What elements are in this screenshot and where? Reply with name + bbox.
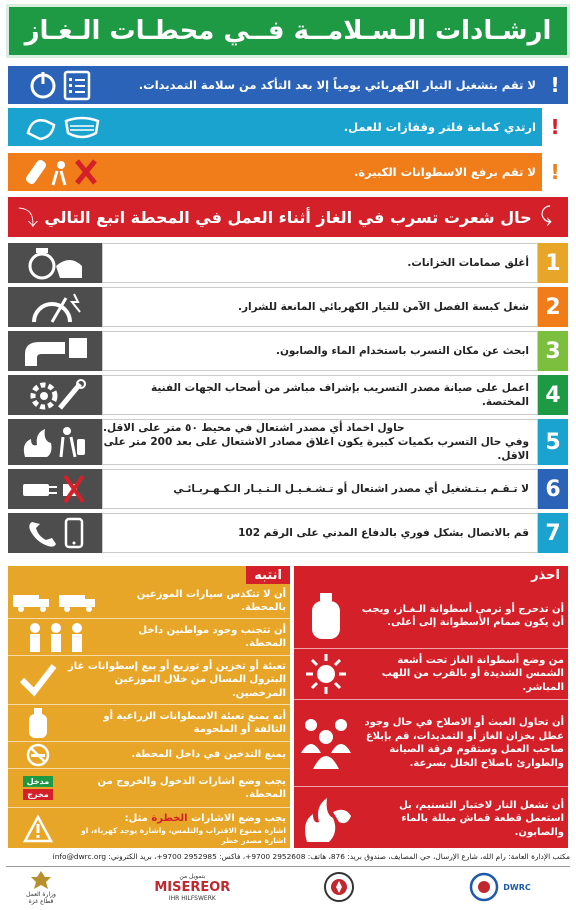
warning-icon <box>8 815 68 843</box>
entry-sign: مدخل <box>23 776 53 787</box>
rule-badge: ! <box>542 153 568 191</box>
banner-text: حال شعرت تسرب في الغاز أثناء العمل في المحطة اتبع التالي <box>44 207 532 227</box>
warn-item-text: أن تحاول العبث أو الاصلاح في حال وجود عطل بخزان الغاز أو التمديدات، قم بإبلاغ صاحب العمل وستقوم فرقة الصيانة والطوارئ باصلاح الخلل بسرعة. <box>364 717 564 769</box>
notice-item-text: يمنع التدخين في داخل المحطة. <box>131 749 286 761</box>
notice-item <box>8 656 290 705</box>
funding-label: بتمويل من <box>179 872 206 880</box>
gas-cylinder-icon <box>294 591 358 641</box>
step-number: 3 <box>538 331 568 371</box>
wrench-gear-icon <box>8 375 102 415</box>
step-text-line: وفي حال التسرب بكميات كبيرة يكون اغلاق مصادر الاشتعال على بعد 200 متر على الاقل. <box>103 435 529 463</box>
phone-icon <box>8 513 102 553</box>
step-text: ابحث عن مكان التسرب باستخدام الماء والصابون. <box>102 331 538 371</box>
page-header <box>6 4 570 58</box>
warn-item <box>294 584 568 649</box>
valve-icon <box>8 243 102 283</box>
warn-item-text: أن تدحرج أو ترمي أسطوانة الـغـاز، ويجب أن يكون صمام الأسطوانة إلى أعلى. <box>361 603 564 628</box>
dwrc-logo <box>430 872 570 902</box>
rule-text: ارتدي كمامة فلتر وقفازات للعمل. <box>116 108 542 146</box>
panel-tag: احذر <box>523 566 568 584</box>
arrow-down-icon: ⤵ <box>18 206 38 230</box>
rule-text: لا تقم بتشغيل التيار الكهربائي يومياً إلا بعد التأكد من سلامة التمديدات. <box>116 66 542 104</box>
no-lifting-icon <box>8 153 116 191</box>
ministry-name: وزارة العمل <box>26 891 56 898</box>
notice-item-text: أن تتجنب وجود مواطنين داخل المحطة. <box>138 624 286 649</box>
notice-item-text-part: مثل: <box>124 813 148 825</box>
trucks-icon <box>8 589 104 613</box>
eagle-emblem-icon <box>30 869 52 891</box>
step-text: أغلق صمامات الخزانات. <box>102 243 538 283</box>
step-text <box>102 419 538 465</box>
warn-item-text: من وضع أسطوانة الغاز تحت أشعة الشمس الشديدة أو بالقرب من اللهب المباشر. <box>381 654 564 693</box>
notice-item-text <box>68 812 290 846</box>
notice-item <box>8 584 290 619</box>
notice-item-subtext: اشارة ممنوع الاقتراب والتلمس، واشارة يوجد كهرباء، او اشارة مصدر خطر <box>81 825 286 845</box>
notice-item-text: أن لا تتكدس سيارات الموزعين بالمحطة. <box>136 588 286 613</box>
step-text-line: حاول اخماد أي مصدر اشتعال في محيط ٥٠ متر على الاقل. <box>103 421 405 434</box>
notice-item-text: تعبئة أو تخزين أو توزيع أو بيع إسطوانات غاز البترول المسال من خلال الموزعين المرخصين. <box>68 660 286 699</box>
civil-defense-logo <box>309 871 369 903</box>
footer-logos <box>6 866 570 907</box>
step-number: 5 <box>538 419 568 465</box>
sun-icon <box>294 652 358 696</box>
hazard-word: الخطرة <box>151 813 188 825</box>
warn-item <box>294 700 568 787</box>
small-cylinder-icon <box>8 707 68 739</box>
notice-item <box>8 742 290 769</box>
power-checklist-icon <box>8 66 116 104</box>
warn-item <box>294 649 568 700</box>
rule-row <box>8 66 568 104</box>
misereor-sub: IHR HILFSWERK <box>168 894 216 902</box>
dwrc-wordmark: DWRC <box>503 882 531 892</box>
step-row <box>8 469 568 509</box>
step-row <box>8 331 568 371</box>
rule-badge: ! <box>542 108 568 146</box>
seal-icon <box>323 871 355 903</box>
step-number: 1 <box>538 243 568 283</box>
warn-item-text: أن تشعل النار لاختبار التسنيم، بل استعمل قطعة قماش مبللة بالماء والصابون. <box>399 799 564 838</box>
step-row <box>8 375 568 415</box>
step-row <box>8 513 568 553</box>
step-text: لا تـقـم بـتـشغيل أي مصدر اشتعال أو تـشـغـيـل الـتـيـار الـكـهـربـائـي <box>102 469 538 509</box>
step-row <box>8 287 568 327</box>
no-smoking-icon <box>8 743 68 767</box>
notice-item-text: أنه يمنع تعبئة الاسطوانات الزراعية أو التالفة أو الملحومة <box>103 710 286 735</box>
step-number: 6 <box>538 469 568 509</box>
step-text: قم بالاتصال بشكل فوري بالدفاع المدني على الرقم 102 <box>102 513 538 553</box>
fire-cloth-icon <box>294 792 358 846</box>
footer-address: مكتب الإدارة العامة: رام الله، شارع الإرسال، حي المصايف، صندوق بريد: 876، هاتف: 2952608 9700+، فاكس: 2952985 9700+، بريد الكتروني: info@dwrc.org <box>52 852 570 861</box>
arrow-down-icon: ⤹ <box>540 202 552 226</box>
workers-icon <box>294 713 358 773</box>
page-title: ارشـادات الـسـلامــة فــي محطـات الـغـاز <box>24 16 552 46</box>
warn-item <box>294 787 568 851</box>
step-number: 4 <box>538 375 568 415</box>
step-number: 2 <box>538 287 568 327</box>
notice-item <box>8 619 290 656</box>
notice-item <box>8 808 290 850</box>
mask-gloves-icon <box>8 108 116 146</box>
people-icon <box>8 621 104 653</box>
panel-tag: انتبه <box>246 566 290 584</box>
ministry-sub: قطاع غزة <box>28 898 54 905</box>
dwrc-emblem-icon <box>469 872 499 902</box>
ministry-logo <box>6 869 76 905</box>
leak-banner <box>8 197 568 237</box>
entry-exit-icon <box>8 776 68 800</box>
step-text: شغل كبسة الفصل الآمن للتيار الكهربائي المانعة للشرار. <box>102 287 538 327</box>
notice-item <box>8 769 290 808</box>
warn-panel <box>294 566 568 848</box>
step-row <box>8 419 568 465</box>
rule-row <box>8 153 568 191</box>
notice-item <box>8 705 290 742</box>
rule-text: لا تقم برفع الاسطوانات الكبيرة. <box>116 153 542 191</box>
fire-extinguisher-icon <box>8 419 102 465</box>
notice-item-text: يجب وضع اشارات الدخول والخروج من المحطة. <box>97 775 286 800</box>
checkmark-icon <box>8 662 68 698</box>
rule-badge: ! <box>542 66 568 104</box>
step-text: اعمل على صيانة مصدر التسريب بإشراف مباشر من أصحاب الجهات الفنية المختصة. <box>102 375 538 415</box>
no-plug-icon <box>8 469 102 509</box>
misereor-logo <box>137 873 247 902</box>
rule-row <box>8 108 568 146</box>
spark-switch-icon <box>8 287 102 327</box>
step-row <box>8 243 568 283</box>
pipe-icon <box>8 331 102 371</box>
notice-panel <box>8 566 290 848</box>
step-number: 7 <box>538 513 568 553</box>
misereor-wordmark: MISEREOR <box>154 879 231 895</box>
notice-item-text-part: يجب وضع الاشارات <box>191 813 286 825</box>
exit-sign: مخرج <box>23 789 52 800</box>
